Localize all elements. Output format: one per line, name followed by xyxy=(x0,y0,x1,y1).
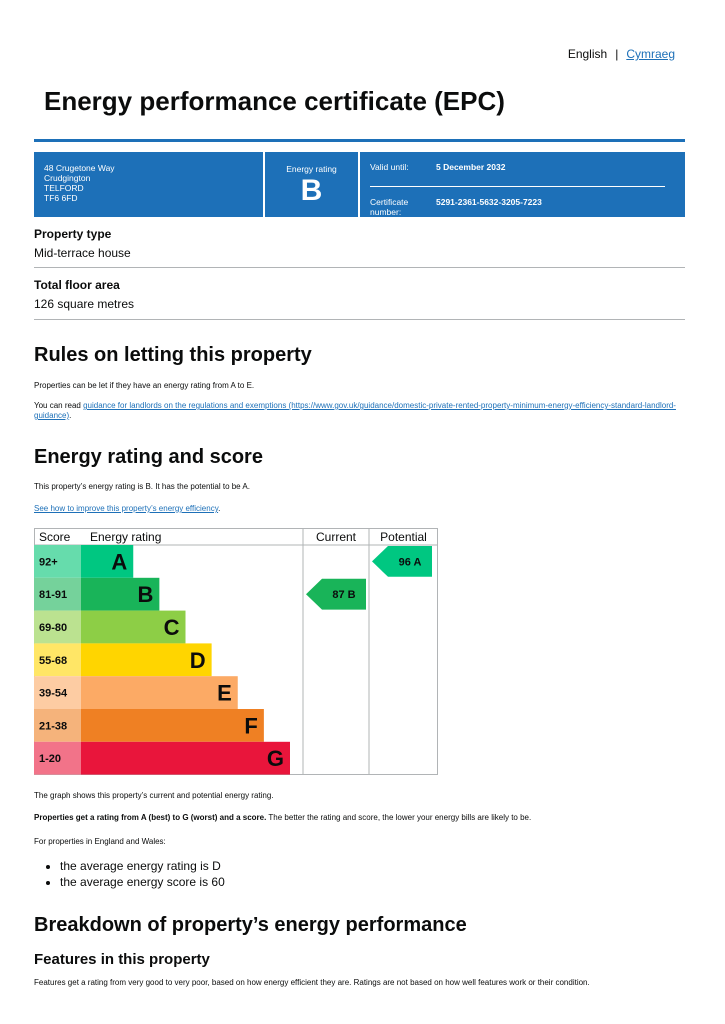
score-range-label: 92+ xyxy=(39,556,58,569)
score-range-label: 1-20 xyxy=(39,753,62,766)
energy-rating-heading: Energy rating and score xyxy=(34,446,263,468)
score-range-label: 21-38 xyxy=(39,720,68,733)
current-rating-label: 87 B xyxy=(332,589,356,602)
address-line: Crudgington xyxy=(44,173,91,183)
certificate-number-label: Certificate number: xyxy=(370,197,409,217)
header-score: Score xyxy=(39,530,71,544)
rules-paragraph: Properties can be let if they have an energy rating from A to E. xyxy=(34,381,255,390)
graph-note: The graph shows this property’s current and potential energy rating. xyxy=(34,791,274,800)
rating-bar-f xyxy=(81,709,264,742)
score-range-label: 39-54 xyxy=(39,687,68,700)
rules-heading: Rules on letting this property xyxy=(34,344,312,366)
score-range-label: 81-91 xyxy=(39,589,68,602)
header-energy-rating: Energy rating xyxy=(90,530,162,544)
cymraeg-link[interactable]: Cymraeg xyxy=(626,47,675,61)
features-heading: Features in this property xyxy=(34,951,210,968)
guidance-link[interactable]: guidance for landlords on the regulations and exemptions (https://www.gov.uk/guidance/domestic-private-rented-property-minimum-energy-efficiency-standard-landlord-guidance) xyxy=(34,401,676,420)
rating-bar-g xyxy=(81,742,290,775)
rating-explanation xyxy=(34,813,685,823)
rating-letter-d: D xyxy=(189,647,206,673)
address-block xyxy=(34,152,265,217)
divider xyxy=(34,267,685,268)
rating-block xyxy=(265,152,360,217)
certificate-meta xyxy=(360,152,685,217)
rating-explanation-bold: Properties get a rating from A (best) to G (worst) and a score. xyxy=(34,813,267,822)
rating-letter-b: B xyxy=(137,582,154,608)
rating-letter-f: F xyxy=(244,713,258,739)
improve-efficiency-link[interactable]: See how to improve this property’s energy efficiency xyxy=(34,504,219,513)
list-item: • the average energy score is 60 xyxy=(60,874,225,890)
floor-area-label: Total floor area xyxy=(34,278,120,292)
valid-until-label: Valid until: xyxy=(370,162,409,172)
header-potential: Potential xyxy=(380,530,427,544)
list-item: • the average energy rating is D xyxy=(60,858,225,874)
separator: | xyxy=(615,47,619,61)
breakdown-heading: Breakdown of property’s energy performance xyxy=(34,914,467,936)
rating-explanation-rest: The better the rating and score, the lower your energy bills are likely to be. xyxy=(266,813,532,822)
floor-area-value: 126 square metres xyxy=(34,297,135,311)
rating-letter-g: G xyxy=(266,746,284,772)
energy-rating-chart xyxy=(34,528,438,775)
language-switcher xyxy=(568,47,675,61)
address-line: TELFORD xyxy=(44,183,84,193)
property-type-section xyxy=(34,227,685,260)
page-title: Energy performance certificate (EPC) xyxy=(44,86,505,116)
property-type-label: Property type xyxy=(34,227,112,241)
rating-letter-e: E xyxy=(217,680,232,706)
address-line: TF6 6FD xyxy=(44,193,78,203)
rules-guidance-paragraph xyxy=(34,401,685,421)
header-current: Current xyxy=(315,530,357,544)
england-wales-note: For properties in England and Wales: xyxy=(34,837,166,846)
meta-divider xyxy=(370,186,665,187)
guidance-suffix: . xyxy=(69,411,72,420)
rating-letter-c: C xyxy=(163,615,180,640)
property-type-value: Mid-terrace house xyxy=(34,246,131,260)
title-divider xyxy=(34,139,685,142)
features-paragraph: Features get a rating from very good to very poor, based on how energy efficient they are. Ratings are not based on how well features work or their condition. xyxy=(34,978,590,987)
improve-suffix: . xyxy=(218,504,221,513)
rating-letter: B xyxy=(300,174,323,207)
improve-paragraph xyxy=(34,504,685,514)
score-range-label: 55-68 xyxy=(39,654,68,667)
rating-bar-e xyxy=(81,676,238,709)
averages-list xyxy=(44,858,225,890)
english-label: English xyxy=(567,47,608,61)
certificate-number-value: 5291-2361-5632-3205-7223 xyxy=(436,197,542,207)
valid-until-value: 5 December 2032 xyxy=(436,162,506,172)
rating-letter-a: A xyxy=(111,549,128,575)
guidance-prefix: You can read xyxy=(34,401,84,410)
summary-banner xyxy=(34,152,685,217)
floor-area-section xyxy=(34,278,685,311)
divider xyxy=(34,319,685,320)
address-line: 48 Crugetone Way xyxy=(44,163,115,173)
score-range-label: 69-80 xyxy=(39,622,68,634)
potential-rating-label: 96 A xyxy=(398,556,422,569)
rating-label: Energy rating xyxy=(286,164,337,174)
rating-summary: This property’s energy rating is B. It has the potential to be A. xyxy=(34,482,250,491)
